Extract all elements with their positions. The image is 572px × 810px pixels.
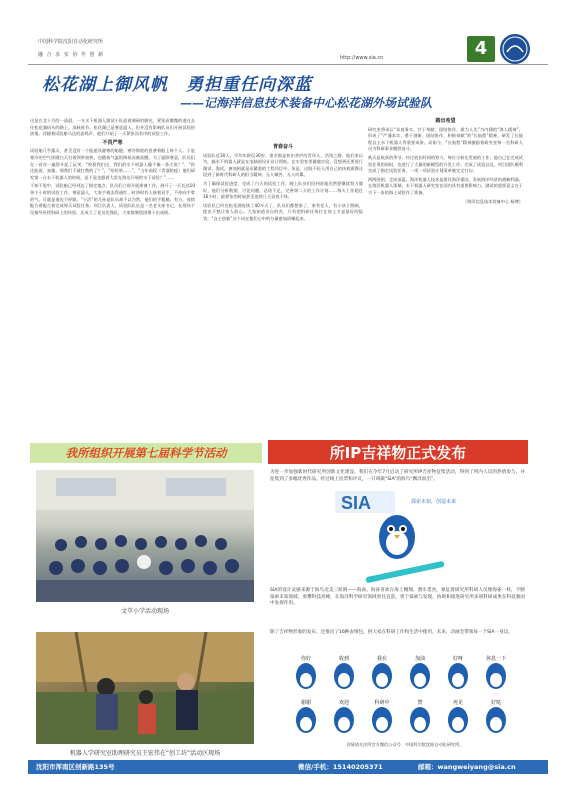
science-festival-title: 我所组织开展第七届科学节活动 (65, 446, 227, 460)
article-col2 (203, 118, 363, 223)
article-paragraph: 试验队近30人，平均年龄仅30岁，很多都是初出茅庐的青年人，活络之路，他们来以为，搞水下机器人就是在电脑前设计设计图纸，在实验室里做做实验，没想到还要进行湖试、海试，参加到就是而繁重的工程项目中。但是，这既不轻人用自己的执着澎湃这段到了新时代科研人的担当精神，无人喊苦、无人叫累。 (203, 152, 363, 178)
article-col1 (30, 118, 195, 216)
footer-email[interactable]: 邮箱：wangweiyang@sia.cn (418, 763, 516, 771)
sticker-item (296, 699, 316, 733)
article-paragraph: 这是在北十月的一清晨，一支水下机器人湖试小队迎着调研的脚光，紧张而微微的递在去往松花湖码头的路上。深秋时节，松花湖已是寒意逼人，但并没有影响队员们开展试验的热情。伴随着试验船马达的轰鸣声，他们开始了一天紧张而有序的试验工作。 (30, 118, 195, 137)
sticker-label: 再见 (452, 700, 464, 706)
sticker-label: 欢迎 (338, 700, 350, 706)
sticker-panel (287, 650, 517, 740)
photo-caption: 文萃小学活动现场 (120, 608, 169, 615)
science-festival-banner (30, 443, 262, 463)
page-number: 4 (467, 36, 495, 62)
mascot-footnote: 详情请关注所官方微信公众号：中国科学院沈阳自动化研究所。 (346, 742, 464, 747)
mascot-slogan: 探索未知，创造未来 (411, 499, 457, 505)
mascot-logo-text: SIA (341, 493, 372, 513)
article-paragraph: 秋天是收获的季节。经过较长时间的努力，每位分析在发展的工作，他自己在完成试验任务的同时，也进行了大量的新模型的开发工作。完成了试验以及，项目团队顺利完成了指定试验任务，一项一项试验计划清单被完全打勾。 (368, 154, 523, 174)
photo-caption: 机器人学研究室助理研究员王宏伟在“创工坊”活动区现场 (69, 750, 221, 757)
sticker-item (372, 699, 392, 733)
header-motto: 融 合 求 实 协 作 创 新 (38, 52, 105, 58)
sticker-label: 我在 (376, 656, 388, 662)
header-url[interactable]: http://www.sia.cn (340, 55, 384, 61)
sticker-label: 赞 (417, 700, 423, 706)
article-paragraph: 不知不觉中，试验船已经到达了指定地点，队员们立即开展准备工作，展开了一天长达10余个小时的试验工作。寒意逼人，大家手被冻得通红，时冲时有人接着双手，不停向手掌哈气，可就是谁也不停歇。“干活”的儿孙是队员却不以为然，他们的手粗糙，有力，连续配合着配合着完成每天试验任务。项目负责人、试验队队长是一名老支部书记，在现场不仅指导传授科研上的经验，还成立了党员先锋队，大家都聚焦团聚干出成绩。 (30, 183, 195, 215)
sticker-label: 收到 (338, 656, 350, 662)
sticker-item (410, 655, 430, 689)
sticker-item (334, 699, 354, 733)
section-heading: 青春奋斗 (272, 144, 293, 150)
sticker-label: 你好 (300, 656, 312, 662)
article-title: 松花湖上御风帆 勇担重任向深蓝 (42, 75, 312, 95)
sticker-label: 好呀 (452, 656, 464, 662)
article-col3 (368, 118, 523, 205)
mascot-illustration (335, 485, 473, 585)
sticker-label: 谢谢 (300, 700, 312, 706)
sticker-item (334, 655, 354, 689)
school-event-photo (36, 470, 254, 602)
header-divider (28, 64, 548, 65)
sticker-label: 科研中 (374, 700, 390, 706)
mascot-banner (268, 440, 528, 464)
workshop-photo (36, 632, 254, 744)
article-signature: （海洋信息技术装备中心 杨博） (463, 198, 523, 204)
sticker-label: 加油 (414, 656, 426, 662)
sticker-label: 休息一下 (485, 656, 507, 662)
sticker-label: 好哒 (490, 700, 502, 706)
sticker-item (448, 655, 468, 689)
article-subtitle: ——记海洋信息技术装备中心松花湖外场试验队 (180, 96, 433, 110)
mascot-intro: 为进一步加强新时代研究所创新文化建设，我们在今年7月启动了研究所IP吉祥物征集活动，得到了所内人员的热情参与，并征集到了多幅优秀作品。经过线上投票和评议，一只叫做“SIA”的海鸟“飘洋而出”。 (270, 470, 525, 482)
section-heading: 不畏严寒 (102, 139, 123, 146)
sticker-item (372, 655, 392, 689)
article-paragraph: 研究室将承认“求真务实、甘于奉献、团结协作、敢为人先”为内涵的“海人精神”，形成了“严谨求实、勇于创新、团结协作、积极奉献”的“长航程”精神，研发了长航程自主水下机器人等重要成果。而如今，“长航程”精神激励着研究室每一名科研人员为科研事业继续奋斗。 (368, 126, 523, 152)
section-heading: 踏出希望 (435, 118, 456, 124)
mascot-body2: 除了吉祥物形象的发布，还推出了16种表情包，供大家在科研工作和生活中使用。未来，动画会带领每一个SIA一身边。 (270, 630, 513, 635)
header-org: 中国科学院沈阳自动化研究所 (38, 39, 104, 45)
footer-address: 沈阳市浑南区创新路135号 (36, 763, 115, 771)
sticker-item (410, 699, 430, 733)
article-paragraph: 试验船几乎露天，甚至没有一个能遮风避寒的船舱，寒冷彻底的侵袭着船上每个人。于是寒冷的空气伴随白天打着领带加热，也随着气温的降低而被冻醒，为了驱除寒意，队员们在一首首一遍得开起了玩笑。“咬着我们这，我们的水下机器人像不像一条大鱼？”，“你还能说，真像，那我们不就打渔的了？”，“哈哈哈……”，“当年前段（青浙防疫）他们研究第一台水下机器人的时候，是不是也跟着大雷在海边开展的水下试验？”…… (30, 148, 195, 180)
page-footer (28, 760, 548, 774)
footer-contact: 微信/手机：15140205371 (298, 763, 383, 771)
article-paragraph: 两两围围，走向深蓝。海洋机器人技术是建设海洋强国、发展海洋经济的战略利器。在海洋机器人领域，水下机器人研究室在国内具有重要影响力。湖试的重要意义在于为下一步的海上试验作了准备。 (368, 176, 523, 195)
sticker-item (448, 699, 468, 733)
sticker-item (296, 655, 316, 689)
sticker-item (486, 655, 506, 689)
institute-logo-icon (500, 34, 530, 64)
mascot-title: 所IP吉祥物正式发布 (329, 444, 467, 462)
sticker-item (486, 699, 506, 733)
mascot-body: SIA的设计灵感来源于海鸟北美三趾鸥——海雀。海雀喜欢在海上翱翔、潜水觅食，象征着研究所科研人员像海雀一样，不断探索未知领域、勇攀科技高峰，在海洋科学研究领域勇往直前，勇于探索与发现，协助和推进研究所多项科研成果在科技强国中发挥作用。 (270, 588, 525, 607)
article-paragraph: 试验队已经在松花湖连续了40多天了，队员们都想家了，家有老人，有小孩子照顾，提出不想让家人担心。大家知道各自的苦，只有把科研任务扛在肩上才是最好的报答，“自主创新”这个词在他们心中的分量愈加清晰起来。 (203, 202, 363, 221)
article-paragraph: 为了确保试验进度，完成了白天的试验工作，晚上队员们回到驻地仍然要继续努力做好，他们分析数据，讨论问题，总结不足，完善第二天的工作计划……每天工作超过16小时，最紧张的时候甚至连续几天昼夜不休。 (203, 180, 363, 200)
